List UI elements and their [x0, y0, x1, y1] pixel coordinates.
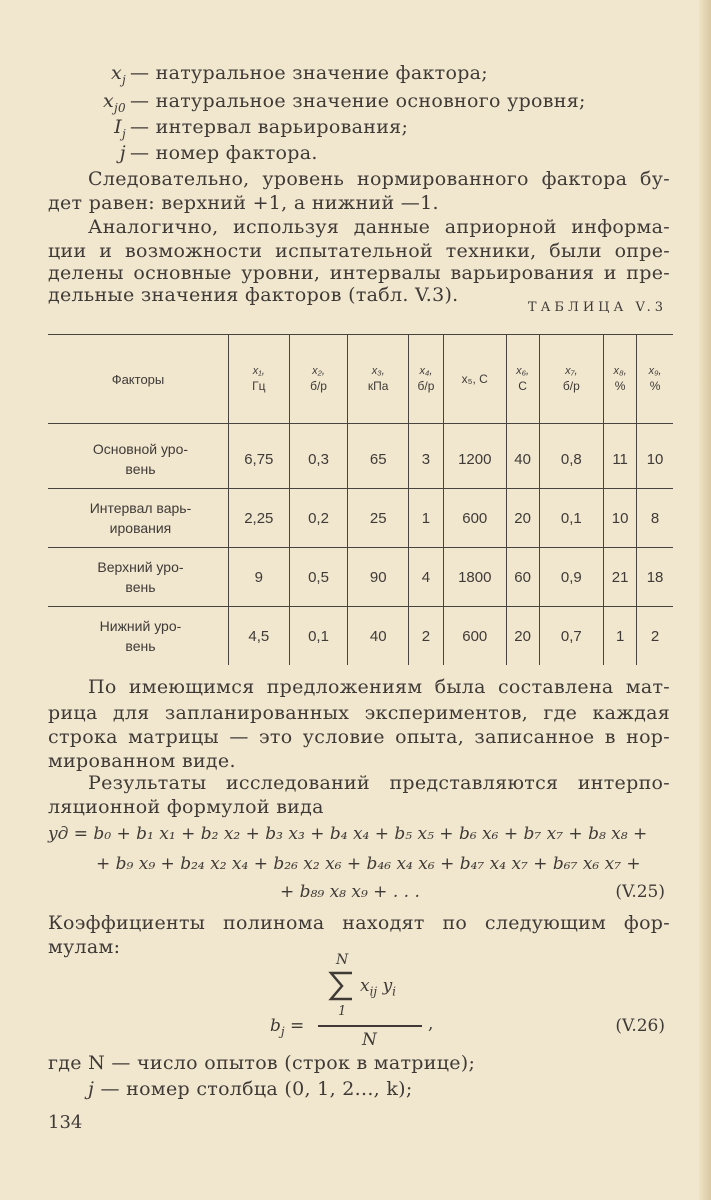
formula-line: + b₈₉ x₈ x₉ + . . . [280, 882, 420, 902]
page-edge [699, 0, 711, 1200]
paragraph-line: делены основные уровни, интервалы варьирования и пре- [48, 262, 670, 284]
paragraph-line: Коэффициенты полинома находят по следующим фор- [48, 912, 670, 934]
paragraph-line: По имеющимся предложениям была составлена мат- [88, 676, 670, 698]
def-line: $I_j$ — интервал варьирования; [114, 116, 409, 141]
table-header-row [48, 335, 673, 424]
def-line: $x_j$ — натуральное значение фактора; [110, 62, 488, 87]
summand: $x_{ij}$ $y_i$ [360, 976, 397, 999]
formula-line: + b₉ x₉ + b₂₄ x₂ x₄ + b₂₆ x₂ x₆ + b₄₆ x₄ x₆ + b₄₇ x₄ x₇ + b₆₇ x₆ x₇ + [96, 854, 641, 874]
header-cell: x₂, б/р [289, 335, 348, 424]
header-cell: Факторы [48, 335, 228, 424]
cell: 8 [637, 489, 673, 548]
cell: 1 [409, 489, 444, 548]
def-line: j — номер фактора. [119, 142, 318, 164]
cell: 0,1 [289, 607, 348, 666]
paragraph-line: строка матрицы — это условие опыта, записанное в нор- [48, 726, 670, 748]
cell: 10 [637, 430, 673, 489]
header-cell: x₄, б/р [409, 335, 444, 424]
sum-lower-limit: 1 [338, 1004, 347, 1019]
row-label: Верхний уро- вень [48, 548, 228, 607]
row-label: Основной уро- вень [48, 430, 228, 489]
paragraph-line: мированном виде. [48, 750, 236, 772]
header-cell: x₈, % [604, 335, 637, 424]
cell: 0,7 [539, 607, 604, 666]
cell: 25 [348, 489, 409, 548]
paragraph-line: дет равен: верхний +1, а нижний —1. [48, 192, 439, 214]
formula-line: yд = b₀ + b₁ x₁ + b₂ x₂ + b₃ x₃ + b₄ x₄ + b₅ x₅ + b₆ x₆ + b₇ x₇ + b₈ x₈ + [48, 824, 648, 844]
row-label: Интервал варь- ирования [48, 489, 228, 548]
equation-number: (V.25) [615, 882, 665, 902]
cell: 600 [443, 607, 506, 666]
equation-number: (V.26) [615, 1016, 665, 1036]
where-line: где N — число опытов (строк в матрице); [48, 1052, 476, 1074]
cell: 2 [637, 607, 673, 666]
cell: 2 [409, 607, 444, 666]
table-row [48, 430, 673, 489]
trailing-comma: , [428, 1014, 434, 1034]
lhs: $b_j$ = [270, 1016, 305, 1039]
cell: 2,25 [228, 489, 289, 548]
cell: 0,5 [289, 548, 348, 607]
cell: 4,5 [228, 607, 289, 666]
def-line: $x_{j0}$ — натуральное значение основного уровня; [103, 90, 586, 115]
cell: 21 [604, 548, 637, 607]
denominator: N [362, 1030, 377, 1050]
header-cell: x₆, С [506, 335, 539, 424]
paragraph-line: ции и возможности испытательной техники, были опре- [48, 240, 670, 262]
paragraph-line: Следовательно, уровень нормированного фактора бу- [88, 168, 670, 190]
paragraph-line: ляционной формулой вида [48, 796, 324, 818]
table-row [48, 548, 673, 607]
paragraph-line: Аналогично, используя данные априорной информа- [88, 216, 670, 238]
cell: 600 [443, 489, 506, 548]
header-cell: x₁, Гц [228, 335, 289, 424]
cell: 60 [506, 548, 539, 607]
sigma-symbol [328, 970, 356, 1002]
cell: 0,2 [289, 489, 348, 548]
table-row [48, 607, 673, 666]
cell: 40 [506, 430, 539, 489]
paragraph-line: Результаты исследований представляются интерпо- [88, 772, 670, 794]
paragraph-line: дельные значения факторов (табл. V.3). [48, 284, 459, 306]
cell: 11 [604, 430, 637, 489]
fraction-bar [318, 1025, 422, 1027]
cell: 1 [604, 607, 637, 666]
page-number: 134 [48, 1112, 83, 1133]
cell: 40 [348, 607, 409, 666]
header-cell: x₉, % [637, 335, 673, 424]
table-caption: ТАБЛИЦА V.3 [527, 300, 667, 315]
cell: 65 [348, 430, 409, 489]
header-cell: x₅, С [443, 335, 506, 424]
cell: 20 [506, 489, 539, 548]
cell: 4 [409, 548, 444, 607]
cell: 9 [228, 548, 289, 607]
cell: 1800 [443, 548, 506, 607]
header-cell: x₃, кПа [348, 335, 409, 424]
cell: 1200 [443, 430, 506, 489]
cell: 0,8 [539, 430, 604, 489]
cell: 0,1 [539, 489, 604, 548]
cell: 20 [506, 607, 539, 666]
cell: 3 [409, 430, 444, 489]
paragraph-line: мулам: [48, 936, 121, 958]
cell: 0,3 [289, 430, 348, 489]
cell: 10 [604, 489, 637, 548]
cell: 18 [637, 548, 673, 607]
table-row [48, 489, 673, 548]
cell: 90 [348, 548, 409, 607]
row-label: Нижний уро- вень [48, 607, 228, 666]
sum-upper-limit: N [336, 952, 349, 968]
cell: 6,75 [228, 430, 289, 489]
paragraph-line: рица для запланированных экспериментов, где каждая [48, 702, 670, 724]
where-line: j — номер столбца (0, 1, 2..., k); [88, 1078, 413, 1100]
cell: 0,9 [539, 548, 604, 607]
header-cell: x₇, б/р [539, 335, 604, 424]
factors-table [48, 334, 673, 665]
